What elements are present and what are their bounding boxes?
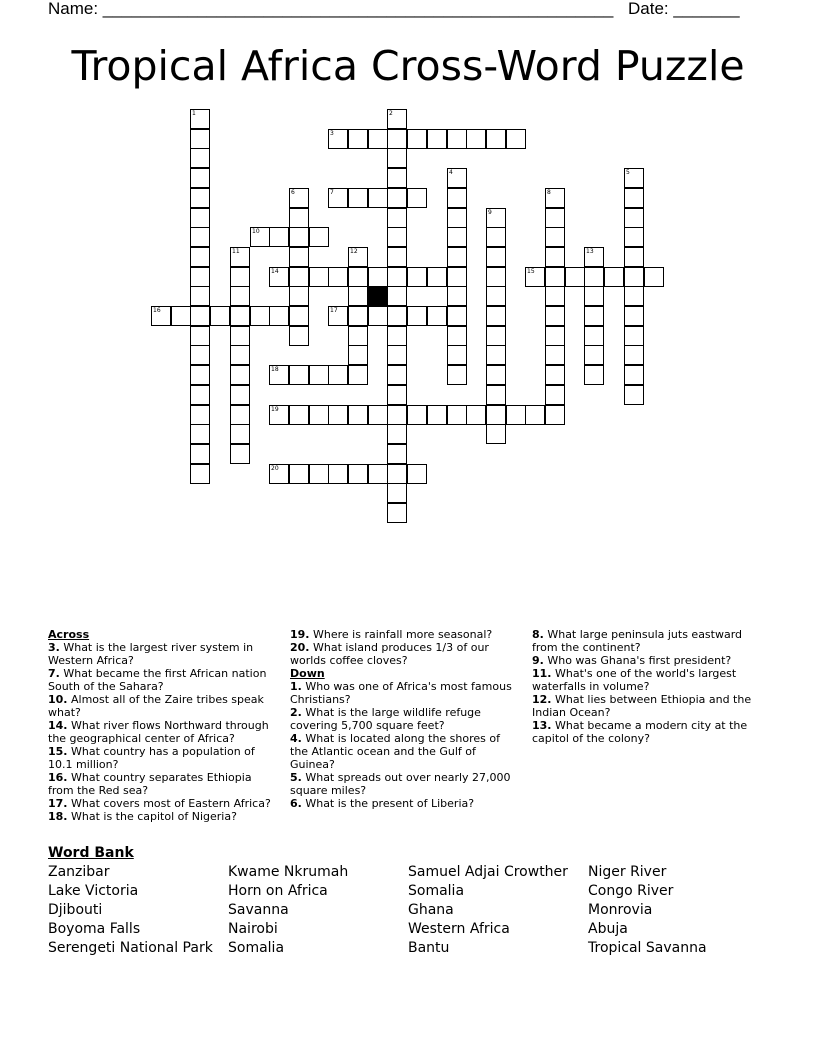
clue-across: 19. Where is rainfall more seasonal? — [290, 628, 493, 641]
grid-cell[interactable] — [506, 129, 526, 149]
word-bank-item: Zanzibar — [48, 864, 110, 880]
grid-cell[interactable] — [250, 306, 270, 326]
grid-cell[interactable] — [486, 129, 506, 149]
grid-cell[interactable] — [190, 129, 210, 149]
grid-cell[interactable] — [289, 227, 309, 247]
grid-cell[interactable] — [309, 267, 329, 287]
clue-across: 7. What became the first African nation South of the Sahara? — [48, 667, 267, 693]
grid-cell[interactable] — [289, 286, 309, 306]
word-bank-item: Djibouti — [48, 902, 103, 918]
date-field[interactable]: Date: _______ — [628, 0, 740, 18]
grid-cell[interactable] — [387, 306, 407, 326]
clue-down: 11. What's one of the world's largest waterfalls in volume? — [532, 667, 737, 693]
grid-cell[interactable] — [230, 306, 250, 326]
grid-cell[interactable] — [190, 365, 210, 385]
grid-cell[interactable] — [348, 464, 368, 484]
grid-cell[interactable] — [368, 306, 388, 326]
grid-cell[interactable] — [348, 129, 368, 149]
grid-cell[interactable] — [387, 247, 407, 267]
grid-cell[interactable] — [486, 267, 506, 287]
grid-cell[interactable] — [348, 188, 368, 208]
grid-cell[interactable] — [387, 129, 407, 149]
clue-number-label: 9 — [488, 209, 492, 216]
grid-cell[interactable] — [328, 267, 348, 287]
grid-cell[interactable] — [190, 267, 210, 287]
clue-number-label: 15 — [527, 268, 535, 275]
grid-cell[interactable] — [348, 267, 368, 287]
clue-down: 5. What spreads out over nearly 27,000 square miles? — [290, 771, 511, 797]
grid-cell[interactable] — [269, 306, 289, 326]
word-bank-item: Nairobi — [228, 921, 278, 937]
clue-down: 8. What large peninsula juts eastward from the continent? — [532, 628, 743, 654]
grid-cell[interactable] — [447, 129, 467, 149]
clue-across: 16. What country separates Ethiopia from the Red sea? — [48, 771, 252, 797]
grid-cell[interactable] — [427, 129, 447, 149]
grid-cell[interactable] — [486, 405, 506, 425]
clue-number-label: 6 — [291, 189, 295, 196]
grid-cell[interactable] — [190, 405, 210, 425]
clue-number-label: 1 — [192, 110, 196, 117]
clue-across: 10. Almost all of the Zaire tribes speak what? — [48, 693, 264, 719]
grid-cell[interactable] — [584, 345, 604, 365]
clue-number-label: 3 — [330, 130, 334, 137]
grid-cell[interactable] — [624, 306, 644, 326]
grid-cell[interactable] — [289, 208, 309, 228]
grid-cell[interactable] — [584, 326, 604, 346]
grid-cell[interactable] — [447, 405, 467, 425]
clue-number-label: 8 — [547, 189, 551, 196]
grid-cell[interactable] — [447, 286, 467, 306]
word-bank-item: Abuja — [588, 921, 628, 937]
grid-cell[interactable] — [190, 345, 210, 365]
word-bank-item: Samuel Adjai Crowther — [408, 864, 568, 880]
grid-cell[interactable] — [387, 267, 407, 287]
word-bank-item: Tropical Savanna — [588, 940, 707, 956]
grid-cell[interactable] — [309, 464, 329, 484]
grid-cell[interactable] — [624, 227, 644, 247]
grid-cell[interactable] — [368, 129, 388, 149]
grid-cell[interactable] — [407, 267, 427, 287]
word-bank-item: Somalia — [228, 940, 285, 956]
grid-cell[interactable] — [624, 247, 644, 267]
grid-cell[interactable] — [289, 405, 309, 425]
grid-cell[interactable] — [190, 385, 210, 405]
grid-cell[interactable] — [486, 365, 506, 385]
clue-down: 2. What is the large wildlife refuge covering 5,700 square feet? — [290, 706, 481, 732]
grid-cell[interactable] — [545, 306, 565, 326]
grid-cell[interactable] — [387, 208, 407, 228]
grid-cell[interactable] — [447, 306, 467, 326]
grid-cell[interactable] — [584, 286, 604, 306]
down-heading: Down — [290, 667, 325, 680]
grid-cell[interactable] — [427, 405, 447, 425]
clue-column-3 — [532, 628, 764, 745]
word-bank-item: Monrovia — [588, 902, 653, 918]
grid-cell[interactable] — [407, 188, 427, 208]
grid-cell[interactable] — [624, 345, 644, 365]
grid-cell[interactable] — [387, 405, 407, 425]
grid-cell[interactable] — [427, 267, 447, 287]
word-bank-item: Savanna — [228, 902, 289, 918]
grid-cell[interactable] — [584, 365, 604, 385]
grid-cell[interactable] — [545, 267, 565, 287]
grid-cell[interactable] — [545, 208, 565, 228]
grid-cell[interactable] — [387, 424, 407, 444]
grid-cell[interactable] — [190, 168, 210, 188]
clue-number-label: 7 — [330, 189, 334, 196]
grid-cell[interactable] — [190, 286, 210, 306]
grid-cell[interactable] — [368, 405, 388, 425]
grid-cell[interactable] — [387, 345, 407, 365]
grid-cell[interactable] — [190, 306, 210, 326]
grid-cell[interactable] — [190, 444, 210, 464]
word-bank-item: Western Africa — [408, 921, 510, 937]
grid-cell[interactable] — [486, 385, 506, 405]
grid-cell[interactable] — [447, 365, 467, 385]
grid-cell[interactable] — [447, 208, 467, 228]
grid-cell[interactable] — [190, 464, 210, 484]
grid-cell[interactable] — [230, 385, 250, 405]
grid-cell[interactable] — [230, 365, 250, 385]
word-bank-item: Bantu — [408, 940, 450, 956]
word-bank-item: Kwame Nkrumah — [228, 864, 349, 880]
grid-cell[interactable] — [387, 503, 407, 523]
grid-cell[interactable] — [624, 385, 644, 405]
grid-cell[interactable] — [447, 267, 467, 287]
grid-cell[interactable] — [348, 286, 368, 306]
grid-cell[interactable] — [624, 267, 644, 287]
grid-cell[interactable] — [230, 424, 250, 444]
clue-down: 9. Who was Ghana's first president? — [532, 654, 732, 667]
grid-cell[interactable] — [545, 286, 565, 306]
clue-number-label: 4 — [449, 169, 453, 176]
grid-cell[interactable] — [328, 405, 348, 425]
grid-cell[interactable] — [545, 365, 565, 385]
page-title: Tropical Africa Cross-Word Puzzle — [71, 42, 745, 90]
grid-cell[interactable] — [584, 306, 604, 326]
clue-down: 6. What is the present of Liberia? — [290, 797, 475, 810]
grid-cell[interactable] — [545, 385, 565, 405]
grid-cell[interactable] — [466, 405, 486, 425]
grid-cell[interactable] — [348, 405, 368, 425]
grid-cell[interactable] — [368, 188, 388, 208]
grid-cell[interactable] — [387, 365, 407, 385]
word-bank-item: Congo River — [588, 883, 674, 899]
grid-cell[interactable] — [407, 405, 427, 425]
clue-column-2 — [290, 628, 514, 810]
grid-cell[interactable] — [190, 188, 210, 208]
grid-cell[interactable] — [545, 345, 565, 365]
grid-cell[interactable] — [466, 129, 486, 149]
grid-cell[interactable] — [230, 267, 250, 287]
across-heading: Across — [48, 628, 90, 641]
grid-cell[interactable] — [486, 326, 506, 346]
grid-cell[interactable] — [447, 188, 467, 208]
word-bank-item: Serengeti National Park — [48, 940, 213, 956]
grid-cell[interactable] — [604, 267, 624, 287]
grid-cell[interactable] — [190, 326, 210, 346]
grid-cell[interactable] — [309, 227, 329, 247]
grid-cell[interactable] — [309, 405, 329, 425]
grid-cell[interactable] — [269, 227, 289, 247]
grid-cell[interactable] — [387, 483, 407, 503]
word-bank-item: Horn on Africa — [228, 883, 328, 899]
clue-across: 20. What island produces 1/3 of our worlds coffee cloves? — [290, 641, 489, 667]
grid-cell[interactable] — [230, 326, 250, 346]
grid-cell[interactable] — [387, 326, 407, 346]
grid-cell[interactable] — [584, 267, 604, 287]
clue-across: 18. What is the capitol of Nigeria? — [48, 810, 237, 823]
clue-number-label: 20 — [271, 465, 279, 472]
clue-number-label: 17 — [330, 307, 338, 314]
grid-cell[interactable] — [525, 405, 545, 425]
grid-cell[interactable] — [447, 247, 467, 267]
grid-cell[interactable] — [486, 345, 506, 365]
grid-cell[interactable] — [486, 424, 506, 444]
grid-cell[interactable] — [427, 306, 447, 326]
grid-cell[interactable] — [486, 306, 506, 326]
grid-cell[interactable] — [545, 227, 565, 247]
clue-down: 12. What lies between Ethiopia and the Indian Ocean? — [532, 693, 752, 719]
word-bank-item: Niger River — [588, 864, 667, 880]
grid-cell[interactable] — [230, 345, 250, 365]
grid-cell[interactable] — [190, 424, 210, 444]
grid-cell[interactable] — [230, 444, 250, 464]
name-field[interactable]: Name: ______________________________________________________ — [48, 0, 614, 18]
grid-cell[interactable] — [486, 227, 506, 247]
grid-cell[interactable] — [387, 188, 407, 208]
grid-cell[interactable] — [328, 464, 348, 484]
grid-cell[interactable] — [348, 365, 368, 385]
grid-cell[interactable] — [624, 188, 644, 208]
clue-number-label: 12 — [350, 248, 358, 255]
word-bank-heading: Word Bank — [48, 845, 134, 861]
clue-number-label: 13 — [586, 248, 594, 255]
grid-cell[interactable] — [289, 306, 309, 326]
grid-cell[interactable] — [289, 267, 309, 287]
grid-cell[interactable] — [289, 365, 309, 385]
grid-cell[interactable] — [348, 306, 368, 326]
clue-number-label: 11 — [232, 248, 240, 255]
grid-cell[interactable] — [210, 306, 230, 326]
word-bank-item: Ghana — [408, 902, 454, 918]
grid-cell[interactable] — [447, 326, 467, 346]
grid-cell[interactable] — [624, 286, 644, 306]
grid-cell[interactable] — [171, 306, 191, 326]
grid-cell[interactable] — [506, 405, 526, 425]
grid-cell[interactable] — [545, 247, 565, 267]
grid-cell[interactable] — [447, 345, 467, 365]
clue-number-label: 18 — [271, 366, 279, 373]
grid-cell[interactable] — [407, 129, 427, 149]
grid-cell[interactable] — [289, 247, 309, 267]
grid-cell[interactable] — [190, 148, 210, 168]
clue-down: 4. What is located along the shores of the Atlantic ocean and the Gulf of Guinea? — [290, 732, 500, 771]
grid-cell[interactable] — [387, 286, 407, 306]
word-bank-item: Boyoma Falls — [48, 921, 141, 937]
clue-number-label: 10 — [252, 228, 260, 235]
grid-cell[interactable] — [230, 286, 250, 306]
grid-cell[interactable] — [387, 385, 407, 405]
clue-column-1 — [48, 628, 280, 823]
clue-across: 3. What is the largest river system in Western Africa? — [48, 641, 254, 667]
grid-cell[interactable] — [309, 365, 329, 385]
grid-cell[interactable] — [387, 444, 407, 464]
word-bank-item: Lake Victoria — [48, 883, 139, 899]
grid-cell[interactable] — [387, 168, 407, 188]
grid-cell[interactable] — [190, 227, 210, 247]
grid-cell[interactable] — [644, 267, 664, 287]
clue-down: 13. What became a modern city at the capitol of the colony? — [532, 719, 748, 745]
clue-number-label: 5 — [626, 169, 630, 176]
grid-cell[interactable] — [348, 326, 368, 346]
clue-number-label: 14 — [271, 268, 279, 275]
grid-cell[interactable] — [624, 326, 644, 346]
grid-cell[interactable] — [289, 464, 309, 484]
grid-cell[interactable] — [230, 405, 250, 425]
grid-cell[interactable] — [368, 267, 388, 287]
clue-down: 1. Who was one of Africa's most famous Christians? — [290, 680, 512, 706]
clue-across: 17. What covers most of Eastern Africa? — [48, 797, 271, 810]
grid-cell[interactable] — [624, 208, 644, 228]
clue-number-label: 2 — [389, 110, 393, 117]
grid-cell[interactable] — [407, 464, 427, 484]
grid-cell[interactable] — [486, 247, 506, 267]
clue-number-label: 16 — [153, 307, 161, 314]
clue-number-label: 19 — [271, 406, 279, 413]
word-bank-item: Somalia — [408, 883, 465, 899]
grid-cell[interactable] — [545, 326, 565, 346]
grid-cell[interactable] — [190, 208, 210, 228]
grid-cell[interactable] — [486, 286, 506, 306]
grid-cell[interactable] — [545, 405, 565, 425]
grid-cell[interactable] — [368, 464, 388, 484]
grid-cell[interactable] — [387, 148, 407, 168]
clue-across: 14. What river flows Northward through the geographical center of Africa? — [48, 719, 269, 745]
grid-cell[interactable] — [387, 227, 407, 247]
grid-cell[interactable] — [328, 365, 348, 385]
grid-cell[interactable] — [387, 464, 407, 484]
grid-cell[interactable] — [447, 227, 467, 247]
black-cell — [368, 286, 388, 306]
grid-cell[interactable] — [565, 267, 585, 287]
grid-cell[interactable] — [407, 306, 427, 326]
clue-across: 15. What country has a population of 10.1 million? — [48, 745, 255, 771]
grid-cell[interactable] — [348, 345, 368, 365]
grid-cell[interactable] — [190, 247, 210, 267]
grid-cell[interactable] — [289, 326, 309, 346]
grid-cell[interactable] — [624, 365, 644, 385]
